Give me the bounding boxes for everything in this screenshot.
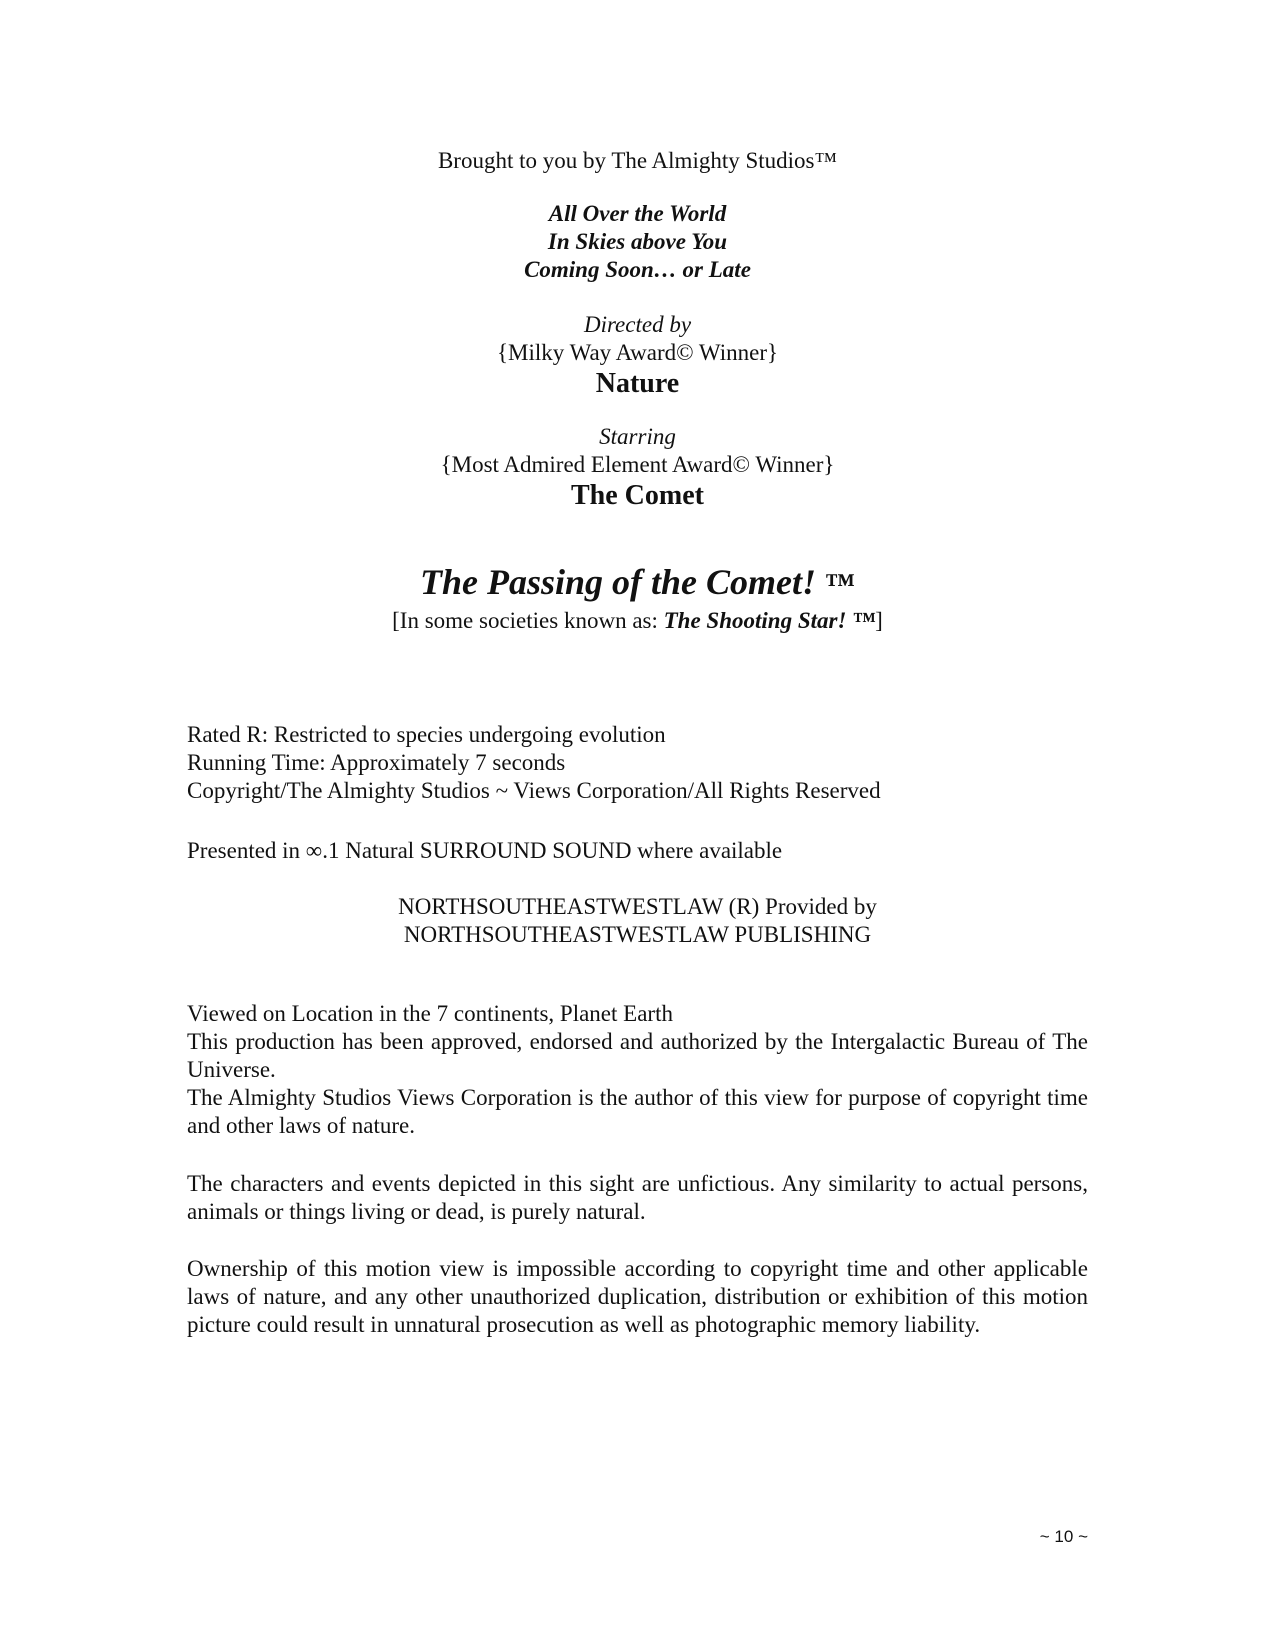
star-label: Starring [599, 424, 676, 449]
tagline-line-2: In Skies above You [547, 229, 728, 254]
sound-block [187, 837, 1088, 865]
credits-block [187, 721, 1088, 805]
film-aka-suffix: ] [875, 608, 883, 633]
director-name: Nature [595, 368, 680, 399]
tagline-line-3: Coming Soon… or Late [524, 257, 751, 282]
law-block [0, 893, 1275, 949]
approved-paragraph: This production has been approved, endorsed and authorized by the Intergalactic Bureau of The Universe. [187, 1029, 1088, 1082]
copyright-line: Copyright/The Almighty Studios ~ Views Corporation/All Rights Reserved [187, 778, 881, 803]
ownership-disclaimer: Ownership of this motion view is impossible according to copyright time and other applicable laws of nature, and any other unauthorized duplication, distribution or exhibition of this motion picture could result in unnatural prosecution as well as photographic memory liability. [187, 1256, 1088, 1337]
characters-disclaimer: The characters and events depicted in this sight are unfictious. Any similarity to actual persons, animals or things living or dead, is purely natural. [187, 1171, 1088, 1224]
page-number: ~ 10 ~ [1039, 1527, 1088, 1546]
film-title-text: The Passing of the Comet! [419, 562, 817, 602]
film-title-block [0, 560, 1275, 635]
star-award: {Most Admired Element Award© Winner} [440, 452, 835, 477]
director-credit [0, 311, 1275, 401]
film-aka-title: The Shooting Star! ™ [663, 608, 876, 633]
film-aka [0, 607, 1275, 635]
brought-by-text: Brought to you by The Almighty Studios™ [437, 148, 838, 173]
rating-line: Rated R: Restricted to species undergoing evolution [187, 722, 666, 747]
author-paragraph: The Almighty Studios Views Corporation is the author of this view for purpose of copyright time and other laws of nature. [187, 1085, 1088, 1138]
running-time-line: Running Time: Approximately 7 seconds [187, 750, 566, 775]
brought-by-line [0, 147, 1275, 175]
tagline-line-1: All Over the World [548, 201, 727, 226]
director-award: {Milky Way Award© Winner} [496, 340, 779, 365]
star-name: The Comet [571, 480, 704, 511]
law-line-2: NORTHSOUTHEASTWESTLAW PUBLISHING [403, 922, 872, 947]
viewed-line: Viewed on Location in the 7 continents, Planet Earth [187, 1001, 673, 1026]
film-title [0, 560, 1275, 607]
film-aka-prefix: [In some societies known as: [392, 608, 664, 633]
tagline [0, 200, 1275, 284]
sound-line: Presented in ∞.1 Natural SURROUND SOUND where available [187, 838, 783, 863]
star-credit [0, 423, 1275, 513]
law-line-1: NORTHSOUTHEASTWESTLAW (R) Provided by [398, 894, 877, 919]
film-title-trademark: ™ [825, 568, 856, 601]
director-label: Directed by [583, 312, 692, 337]
location-block [187, 1000, 1088, 1140]
